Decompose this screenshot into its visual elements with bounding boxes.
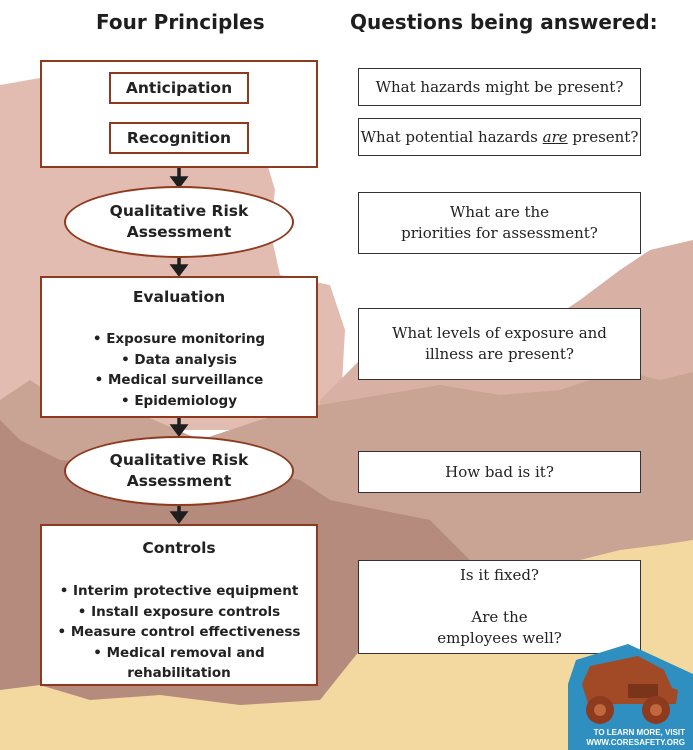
logo-line1: TO LEARN MORE, VISIT bbox=[593, 728, 685, 737]
evaluation-box bbox=[40, 276, 318, 418]
question-6-line2: Are the bbox=[471, 608, 528, 626]
header-four-principles: Four Principles bbox=[96, 10, 265, 34]
question-6-line1: Is it fixed? bbox=[460, 566, 539, 584]
qra2-line1: Qualitative Risk bbox=[109, 451, 249, 469]
qra2-line2: Assessment bbox=[126, 472, 232, 490]
question-box-5 bbox=[358, 451, 641, 493]
question-2-emphasis: are bbox=[542, 127, 568, 146]
question-box-2 bbox=[358, 118, 641, 156]
evaluation-bullet: • Epidemiology bbox=[121, 392, 237, 409]
recognition-box: Recognition bbox=[109, 122, 249, 154]
question-box-6 bbox=[358, 560, 641, 654]
qra1-line1: Qualitative Risk bbox=[109, 202, 249, 220]
question-box-4 bbox=[358, 308, 641, 380]
evaluation-title: Evaluation bbox=[132, 288, 226, 306]
controls-bullet: • Measure control effectiveness bbox=[57, 624, 301, 640]
question-4-line1: What levels of exposure and bbox=[392, 324, 607, 342]
coresafety-logo[interactable] bbox=[568, 644, 693, 750]
controls-box bbox=[40, 524, 318, 686]
anticipation-box: Anticipation bbox=[109, 72, 249, 104]
evaluation-bullets bbox=[42, 329, 316, 411]
question-box-1 bbox=[358, 68, 641, 106]
question-2-text bbox=[361, 127, 639, 148]
question-3-line2: priorities for assessment? bbox=[401, 224, 598, 242]
question-4-line2: illness are present? bbox=[425, 345, 574, 363]
qualitative-risk-assessment-2 bbox=[64, 436, 294, 506]
controls-bullet: • Install exposure controls bbox=[77, 603, 281, 620]
coresafety-logo-text bbox=[586, 728, 685, 748]
evaluation-bullet: • Medical surveillance bbox=[94, 372, 264, 388]
logo-line2: WWW.CORESAFETY.ORG bbox=[586, 738, 685, 747]
question-2-part2: present? bbox=[567, 127, 639, 146]
evaluation-bullet: • Exposure monitoring bbox=[92, 331, 266, 347]
header-questions: Questions being answered: bbox=[350, 10, 658, 34]
question-5-text: How bad is it? bbox=[445, 462, 554, 481]
question-3-line1: What are the bbox=[449, 203, 550, 221]
qualitative-risk-assessment-1 bbox=[64, 186, 294, 258]
question-box-3 bbox=[358, 192, 641, 254]
controls-bullets bbox=[42, 581, 316, 684]
question-1-text: What hazards might be present? bbox=[375, 77, 624, 96]
evaluation-bullet: • Data analysis bbox=[121, 351, 237, 368]
question-2-part1: What potential hazards bbox=[360, 127, 543, 146]
controls-title: Controls bbox=[142, 539, 216, 557]
controls-bullet: • Medical removal and rehabilitation bbox=[93, 644, 265, 681]
qra1-line2: Assessment bbox=[126, 223, 232, 241]
controls-bullet: • Interim protective equipment bbox=[59, 583, 299, 599]
question-6-line3: employees well? bbox=[437, 629, 562, 647]
